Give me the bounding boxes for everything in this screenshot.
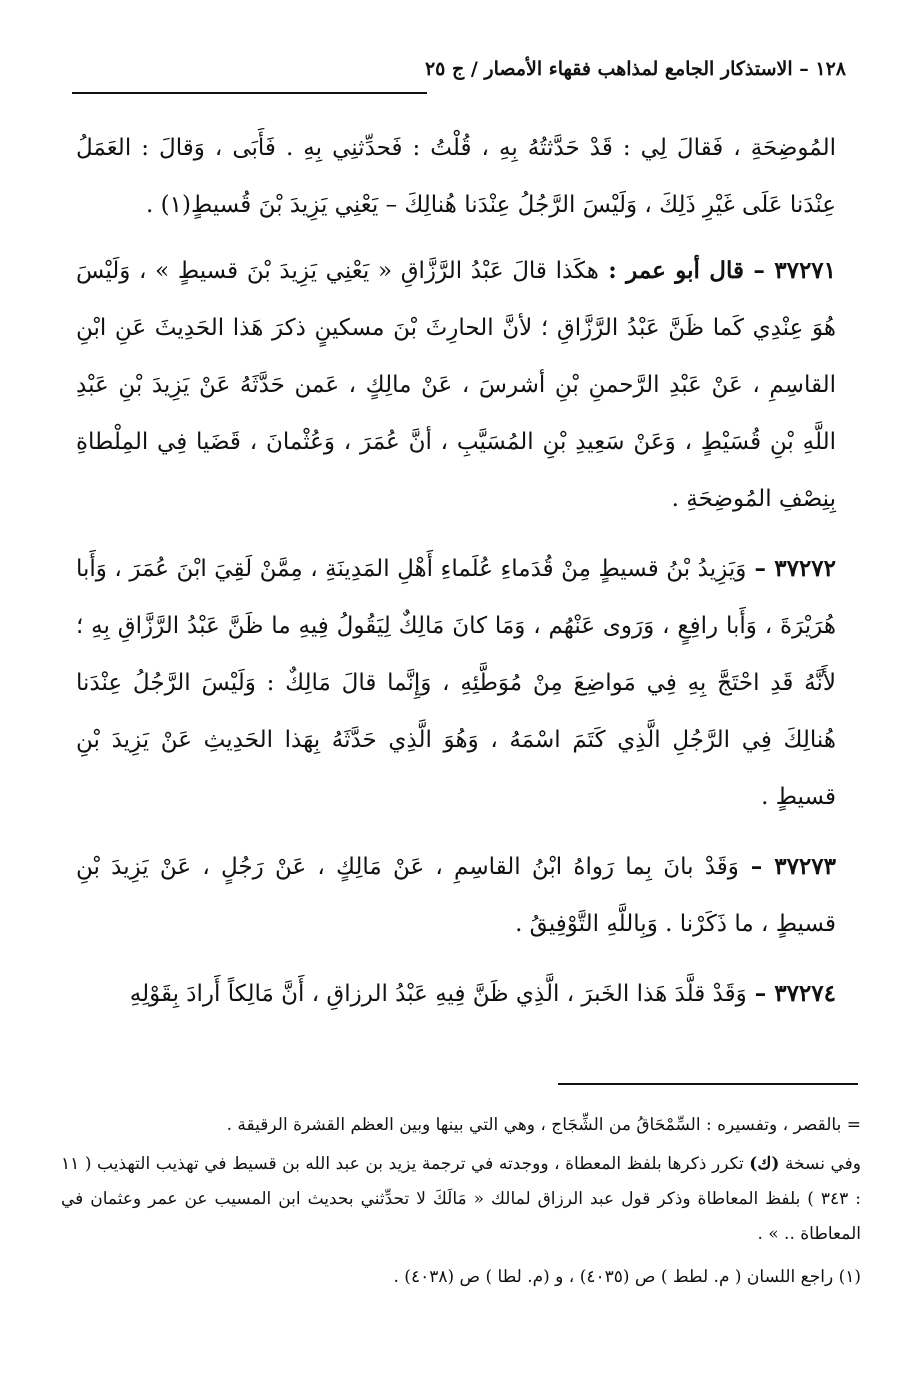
footnotes xyxy=(61,1108,861,1299)
paragraph-number: ٣٧٢٧٤ – xyxy=(746,980,836,1007)
paragraph-text: هكَذا قالَ عَبْدُ الرَّزَّاقِ « يَعْنِي يَزِيدَ بْنَ قسيطٍ » ، وَلَيْسَ هُوَ عِنْدِي كَما ظَنَّ عَبْدُ الرَّزَّاقِ ؛ لأنَّ الحارِثَ بْنَ مسكينٍ ذكرَ هَذا الحَدِيثَ عَنِ ابْنِ القاسِمِ ، عَنْ عَبْدِ الرَّحمنِ بْنِ أشرسَ ، عَنْ مالِكٍ ، عَمن حَدَّثَهُ عَنْ يَزِيدَ بْنِ عَبْدِ اللَّهِ بْنِ قُسَيْطٍ ، وَعَنْ سَعِيدِ بْنِ المُسَيَّبِ ، أنَّ عُمَرَ ، وَعُثْمانَ ، قَضَيا فِي المِلْطاةِ بِنِصْفِ المُوضِحَةِ . xyxy=(76,258,836,512)
paragraph-text: وَقَدْ قلَّدَ هَذا الخَبرَ ، الَّذِي ظَنَّ فِيهِ عَبْدُ الرزاقِ ، أَنَّ مَالِكاً أَرادَ بِقَوْلِهِ xyxy=(129,981,747,1007)
paragraph-37272 xyxy=(76,540,836,826)
footnote-text: وفي نسخة xyxy=(779,1154,861,1174)
paragraph-number: ٣٧٢٧٢ – xyxy=(746,555,836,582)
footnote-continuation: = بالقصر ، وتفسيره : السِّمْحَاقُ من الشِّجَاج ، وهي التي بينها وبين العظم القشرة الرقيقة . xyxy=(226,1115,861,1135)
speaker-label: قال أبو عمر : xyxy=(598,257,744,284)
footnote-1: (١) راجع اللسان ( م. لطط ) ص (٤٠٣٥) ، و (م. لطا ) ص (٤٠٣٨) . xyxy=(393,1267,861,1287)
paragraph-37274 xyxy=(76,965,836,1023)
paragraph-text: وَيَزِيدُ بْنُ قسيطٍ مِنْ قُدَماءِ عُلَماءِ أَهْلِ المَدِينَةِ ، مِمَّنْ لَقِيَ ابْنَ عُمَرَ ، وَأَبا هُرَيْرَةَ ، وَأَبا رافِعٍ ، وَرَوى عَنْهُم ، وَمَا كانَ مَالِكٌ لِيَقُولُ فِيهِ ما ظَنَّ عَبْدُ الرَّزَّاقِ بِهِ ؛ لأَنَّهُ قَدِ احْتَجَّ بِهِ فِي مَواضِعَ مِنْ مُوَطَّئِهِ ، وَإِنَّما قالَ مَالِكٌ : وَلَيْسَ الرَّجُلُ عِنْدَنا هُنالِكَ فِي الرَّجُلِ الَّذِي كَتَمَ اسْمَهُ ، وَهُوَ الَّذِي حَدَّثَهُ بِهَذا الحَدِيثِ عَنْ يَزِيدَ بْنِ قسيطٍ . xyxy=(76,556,836,810)
paragraph-37271 xyxy=(76,242,836,528)
manuscript-siglum: (ك) xyxy=(749,1154,780,1174)
footnote-manuscript-note xyxy=(61,1147,861,1252)
paragraph-number: ٣٧٢٧٣ – xyxy=(738,853,836,880)
paragraph-continuation: المُوضِحَةِ ، فَقالَ لِي : قَدْ حَدَّثتُهُ بِهِ ، قُلْتُ : فَحدِّثنِي بِهِ . فَأَبَى ، وَقالَ : العَمَلُ عِنْدَنا عَلَى غَيْرِ ذَلِكَ ، وَلَيْسَ الرَّجُلُ عِنْدَنا هُنالِكَ – يَعْنِي يَزِيدَ بْنَ قُسيطٍ(١) . xyxy=(76,135,836,218)
paragraph-37273 xyxy=(76,838,836,953)
running-header: ١٢٨ – الاستذكار الجامع لمذاهب فقهاء الأمصار / ج ٢٥ xyxy=(424,58,846,80)
main-text xyxy=(76,120,836,1035)
header-rule xyxy=(72,92,427,94)
paragraph-number: ٣٧٢٧١ – xyxy=(743,257,837,284)
footnote-rule xyxy=(558,1083,858,1085)
paragraph-text: وَقَدْ بانَ بِما رَواهُ ابْنُ القاسِمِ ، عَنْ مَالِكٍ ، عَنْ رَجُلٍ ، عَنْ يَزِيدَ بْنِ قسيطٍ ، ما ذَكَرْنا . وَبِاللَّهِ التَّوْفِيقُ . xyxy=(76,854,836,937)
footnote-text: تكرر ذكرها بلفظ المعطاة ، ووجدته في ترجمة يزيد بن عبد الله بن قسيط في تهذيب التهذيب ( ١١ : ٣٤٣ ) بلفظ المعاطاة وذكر قول عبد الرزاق لمالك « مَالَكَ لا تحدِّثني بحديث ابن المسيب عن عمر وعثمان في المعاطاة .. » . xyxy=(61,1154,861,1244)
